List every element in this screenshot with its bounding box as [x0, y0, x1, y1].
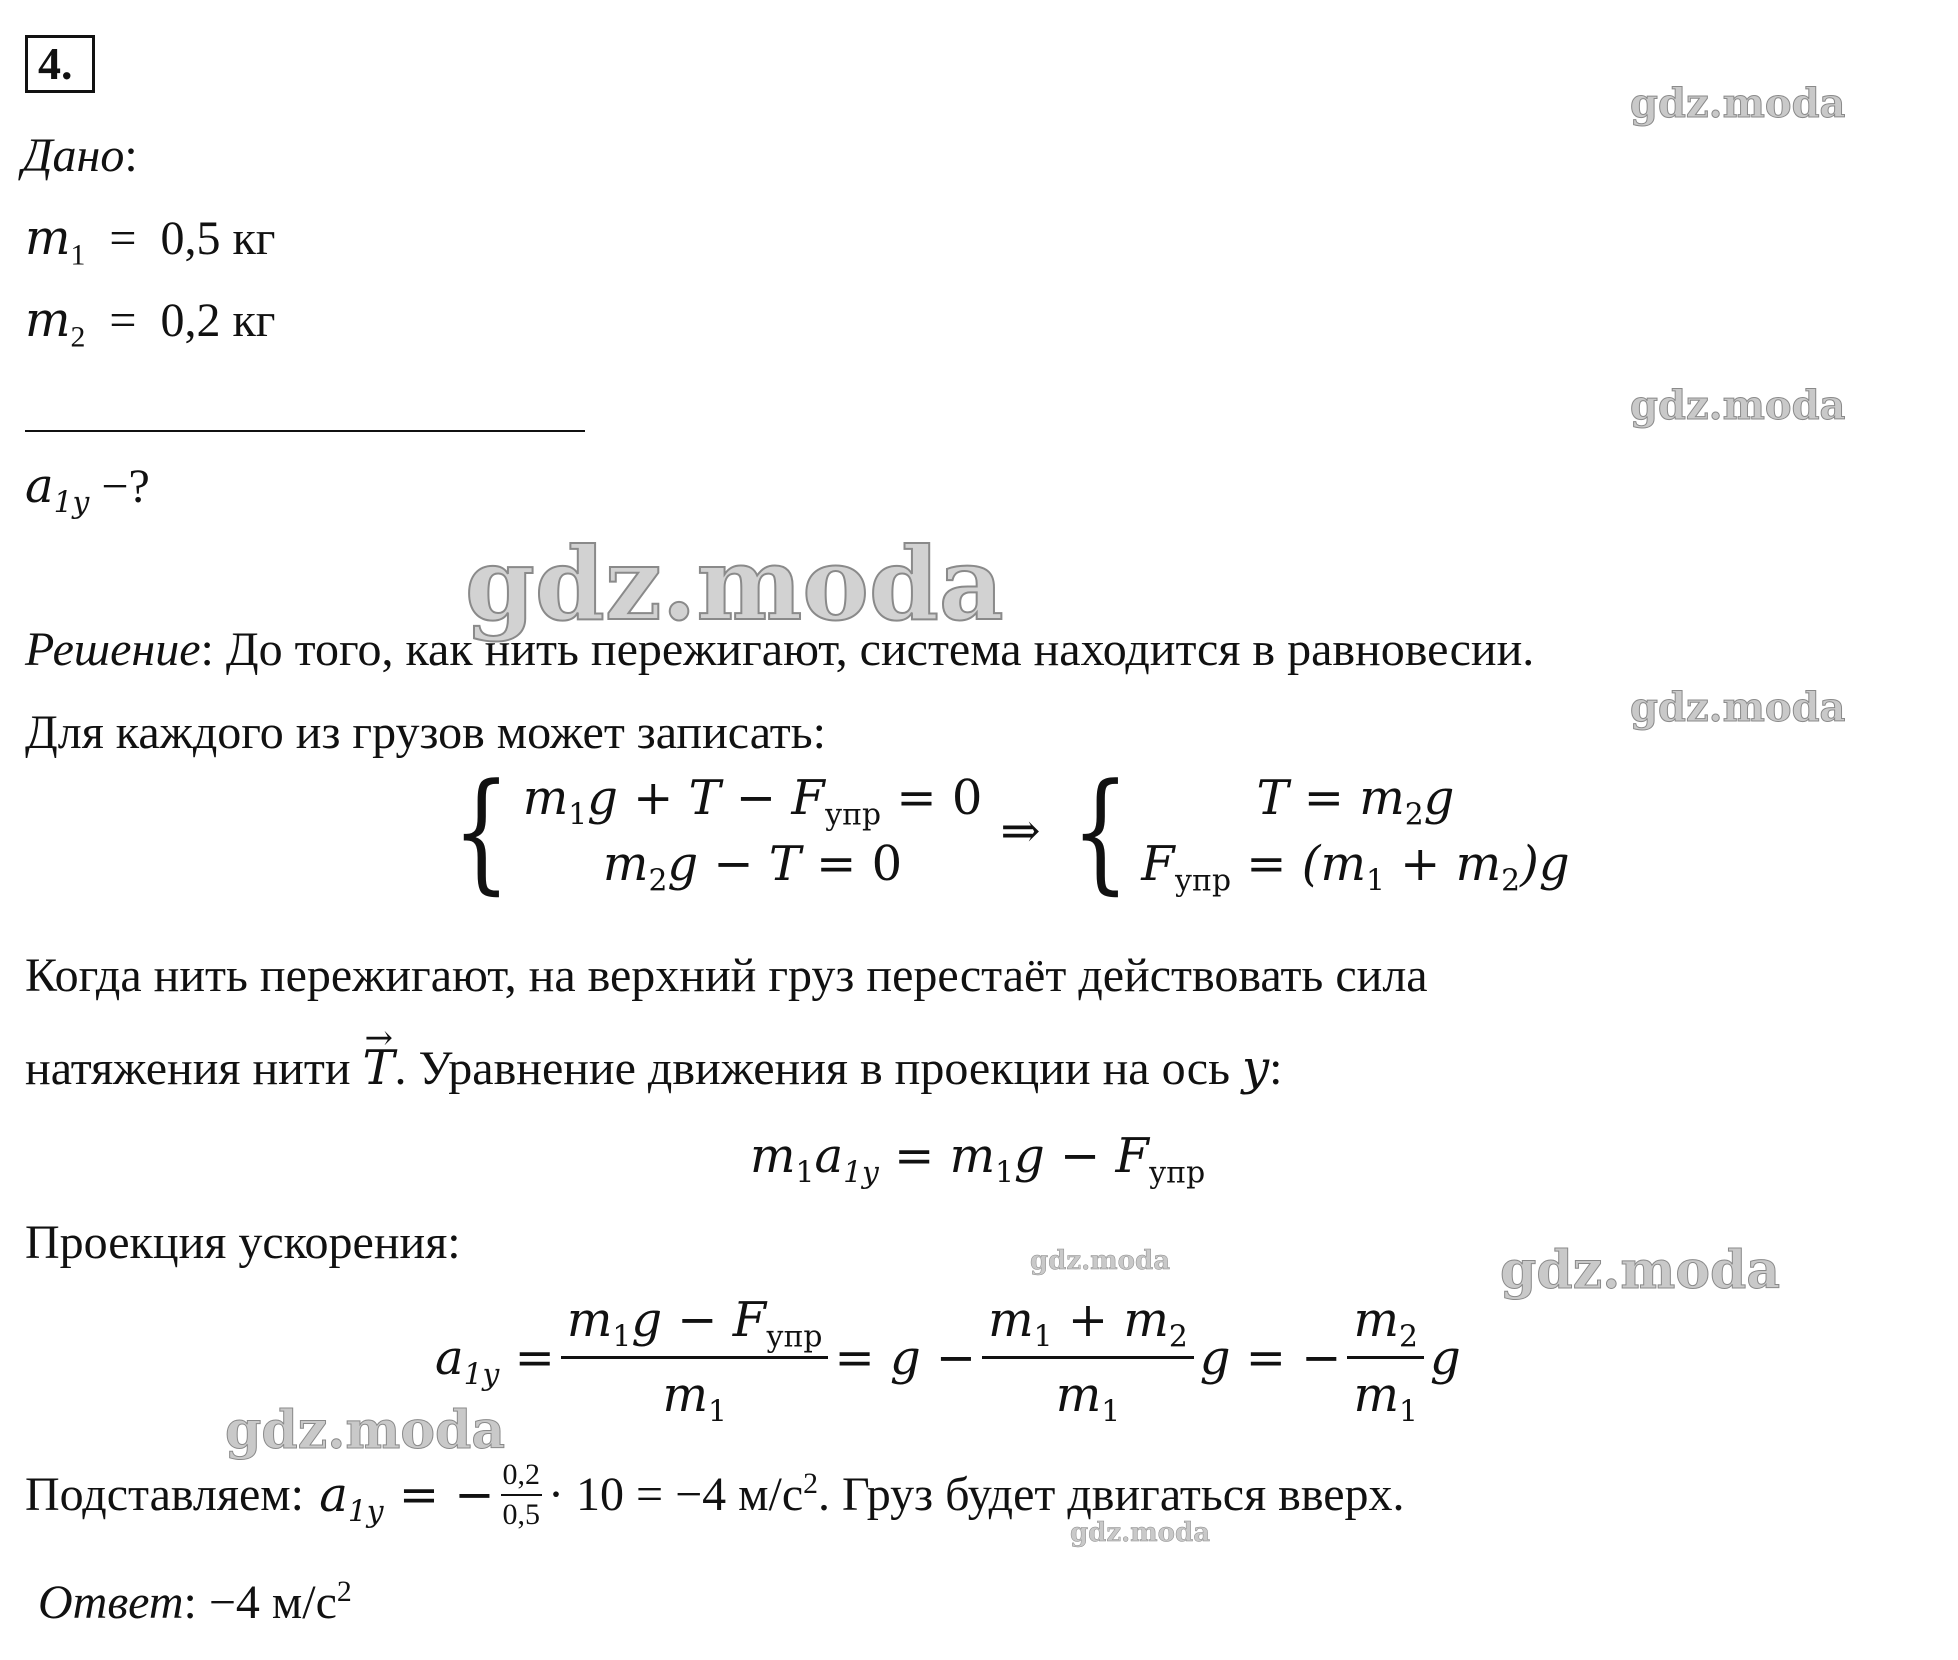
system-left-line2: $m_2g - T = 0$: [602, 836, 903, 899]
paragraph-2: натяжения нити → T. Уравнение движения в проекции на ось y:: [25, 1040, 1282, 1097]
tension-vector: → T: [363, 1040, 395, 1096]
watermark: gdz.moda: [1070, 1518, 1211, 1548]
left-brace: {: [452, 755, 511, 907]
system-right: [1141, 765, 1569, 897]
answer-label: Ответ: [38, 1576, 184, 1629]
given-m1-symbol: m: [25, 210, 71, 266]
fraction-2: $\frac{m_1 + m_2}{m_1}$: [982, 1290, 1194, 1425]
paragraph-1: Когда нить пережигают, на верхний груз перестаёт действовать сила: [25, 949, 1428, 1002]
answer-line: Ответ: −4 $м/с^2$: [38, 1575, 352, 1629]
watermark: gdz.moda: [225, 1400, 506, 1461]
right-brace: {: [1070, 755, 1129, 907]
watermark: gdz.moda: [1030, 1246, 1171, 1276]
equation-system: [440, 755, 1570, 907]
implies-arrow: ⇒: [1000, 805, 1041, 858]
find-index: 1y: [53, 485, 90, 521]
paragraph-2-start: натяжения нити: [25, 1042, 363, 1095]
axis-y: y: [1242, 1040, 1270, 1096]
given-m1-index: 1: [70, 238, 86, 272]
find-symbol: a: [25, 458, 54, 514]
paragraph-2-end: . Уравнение движения в проекции на ось: [394, 1042, 1242, 1095]
substitution-tail: . Груз будет двигаться вверх.: [818, 1468, 1405, 1521]
given-m1-value: 0,5 кг: [160, 212, 276, 265]
given-heading: Дано:: [22, 129, 138, 182]
acceleration-formula: $a_{1y}$ = $\frac{m_1g - F_{упр}}{m_1}$ = g − $\frac{m_1 + m_2}{m_1}$ g = − $\frac{m_2}{m_1}$ g: [435, 1292, 1461, 1430]
substitution-line: Подставляем: $a_{1y}$ = − $\frac{0,2}{0,5}$ · 10 = −4 $м/с^2$ . Груз будет двигаться вверх.: [25, 1458, 1405, 1531]
fraction-1: $\frac{m_1g - F_{упр}}{m_1}$: [561, 1290, 829, 1425]
watermark: gdz.moda: [1630, 382, 1846, 429]
substitution-label: Подставляем:: [25, 1468, 304, 1521]
given-m2-value: 0,2 кг: [160, 294, 276, 347]
watermark: gdz.moda: [1500, 1240, 1781, 1301]
system-right-line2: $F_{упр} = (m_1 + m_2)g$: [1141, 836, 1570, 899]
motion-equation: $m_1a_{1y} = m_1g - F_{упр}$: [750, 1128, 1206, 1191]
given-divider: [25, 430, 585, 432]
given-m1: $m_1 = 0,5$ кг: [25, 210, 276, 272]
system-right-line1: $T = m_2g$: [1256, 770, 1455, 833]
system-left-line1: $m_1g + T - F_{упр} = 0$: [522, 770, 983, 833]
given-label: Дано: [22, 129, 125, 182]
watermark: gdz.moda: [1630, 80, 1846, 127]
substitution-fraction: $\frac{0,2}{0,5}$: [502, 1458, 541, 1531]
find-suffix: −?: [89, 460, 150, 513]
watermark: gdz.moda: [1630, 684, 1846, 731]
problem-number: 4.: [25, 35, 95, 93]
given-m2: $m_2 = 0,2$ кг: [25, 292, 276, 354]
fraction-3: $\frac{m_2}{m_1}$: [1347, 1290, 1423, 1425]
given-m2-index: 2: [70, 320, 86, 354]
solution-label: Решение: [25, 623, 201, 676]
find-quantity: [25, 458, 150, 521]
given-m2-symbol: m: [25, 292, 71, 348]
watermark: gdz.moda: [465, 525, 1004, 643]
solution-intro-2: Для каждого из грузов может записать:: [25, 706, 826, 759]
solution-intro-text: : До того, как нить пережигают, система находится в равновесии.: [200, 623, 1535, 676]
projection-label: Проекция ускорения:: [25, 1216, 461, 1269]
system-left: [523, 765, 983, 897]
